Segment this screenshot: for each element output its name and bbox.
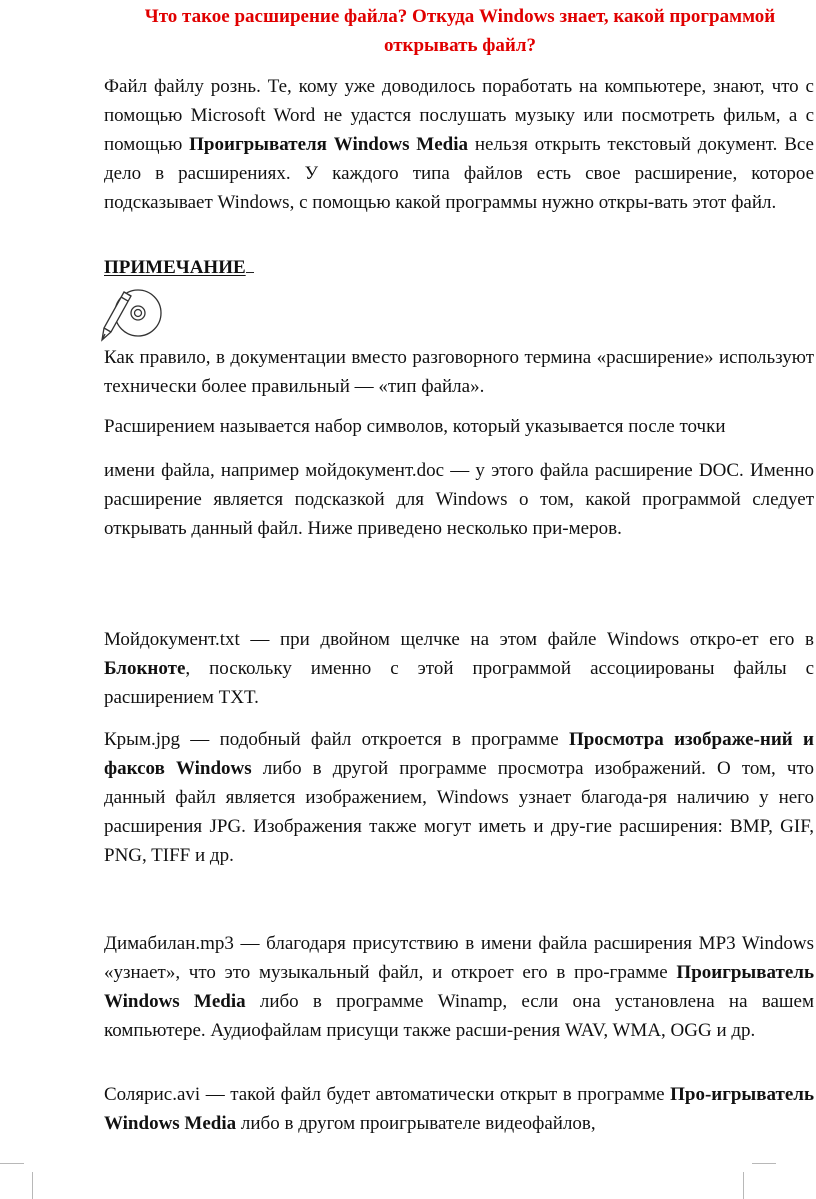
corner-mark-right-h [752,1163,776,1164]
paragraph-mp3-example [104,929,814,1045]
bold-program-name: Блокноте [104,658,186,679]
paragraph-intro [104,72,814,217]
corner-mark-left-v [32,1172,33,1199]
text-run: Димабилан.mp3 — благодаря присутствию в имени файла расширения MP3 Windows «узнает», что это музыкальный файл, и откроет его в про-грамме [104,933,814,983]
paragraph-avi-example [104,1080,814,1138]
note-heading: ПРИМЕЧАНИЕ [104,256,254,280]
text-run: либо в другом проигрывателе видеофайлов, [236,1113,596,1134]
bold-program-name: Просмотра изображе-ний и факсов Windows [104,729,814,779]
corner-mark-left-h [0,1163,24,1164]
text-run: Файл файлу рознь. Те, кому уже доводилось поработать на компьютере, знают, что с помощью Microsoft Word не удастся послушать музыку или посмотреть фильм, а с помощью [104,76,814,155]
text-run: либо в программе Winamp, если она установлена на вашем компьютере. Аудиофайлам присущи также расши-рения WAV, WMA, OGG и др. [104,991,814,1041]
text-run: Мойдокумент.txt — при двойном щелчке на этом файле Windows откро-ет его в [104,629,814,650]
paragraph-txt-example [104,625,814,712]
paragraph-jpg-example [104,725,814,870]
bold-program-name: Проигрывателя Windows Media [189,134,469,155]
text-run: либо в другой программе просмотра изображений. О том, что данный файл является изображением, Windows узнает благода-ря наличию у него расширения JPG. Изображения также могут иметь и дру-гие расширения: BMP, GIF, PNG, TIFF и др. [104,758,814,866]
note-text: Как правило, в документации вместо разговорного термина «расширение» используют технически более правильный — «тип файла». [104,347,814,397]
corner-mark-right-v [743,1172,744,1199]
paragraph-extension-definition: Расширением называется набор символов, который указывается после точки [104,416,726,437]
text-run: нельзя открыть текстовый документ. Все дело в расширениях. У каждого типа файлов есть свое расширение, которое подсказывает Windows, с помощью какой программы нужно откры-вать этот файл. [104,134,814,213]
bold-program-name: Про-игрыватель Windows Media [104,1084,814,1134]
text-run: Солярис.avi — такой файл будет автоматически открыт в программе [104,1084,671,1105]
document-title: Что такое расширение файла? Откуда Windows знает, какой программой открывать файл? [144,6,776,56]
paragraph-extension-example: имени файла, например мойдокумент.doc — у этого файла расширение DOC. Именно расширение является подсказкой для Windows о том, какой программой следует открывать данный файл. Ниже приведено несколько при-меров. [104,460,814,539]
pencil-disc-icon [100,284,170,342]
bold-program-name: Проигрыватель Windows Media [104,962,814,1012]
text-run: Крым.jpg — подобный файл откроется в программе [104,729,569,750]
text-run: , поскольку именно с этой программой ассоциированы файлы с расширением TXT. [104,658,814,708]
